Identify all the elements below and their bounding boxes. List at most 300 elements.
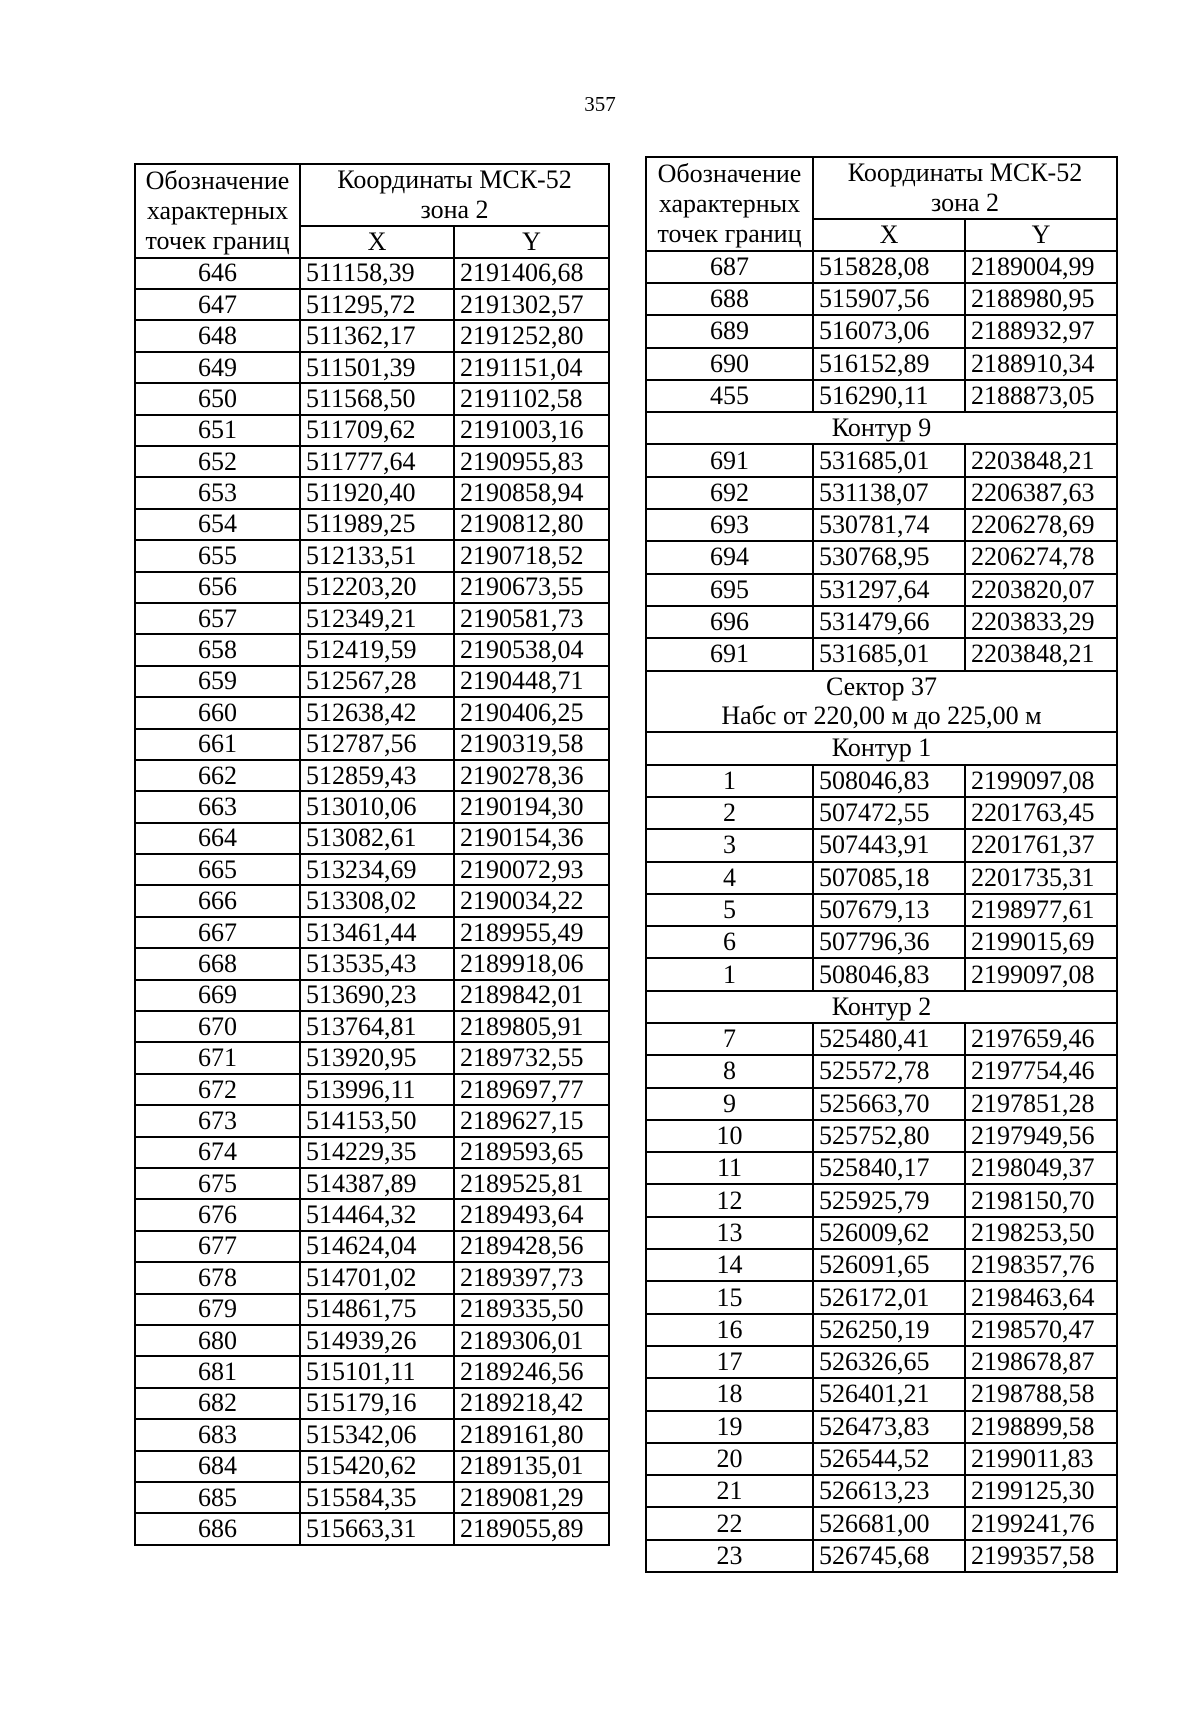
x-coordinate-cell: 515828,08 bbox=[813, 251, 965, 283]
x-coordinate-cell: 515342,06 bbox=[300, 1419, 454, 1450]
table-row bbox=[135, 258, 609, 289]
table-row bbox=[646, 606, 1117, 638]
point-number-cell: 690 bbox=[646, 348, 813, 380]
table-row bbox=[646, 1120, 1117, 1152]
x-coordinate-cell: 531297,64 bbox=[813, 574, 965, 606]
point-number-cell: 694 bbox=[646, 541, 813, 573]
table-row bbox=[646, 958, 1117, 990]
x-coordinate-cell: 512133,51 bbox=[300, 540, 454, 571]
table-row bbox=[646, 1346, 1117, 1378]
table-row bbox=[646, 1475, 1117, 1507]
table-row bbox=[135, 1513, 609, 1544]
y-coordinate-cell: 2190538,04 bbox=[454, 634, 609, 665]
y-coordinate-cell: 2199015,69 bbox=[965, 926, 1117, 958]
y-coordinate-cell: 2198049,37 bbox=[965, 1152, 1117, 1184]
x-coordinate-cell: 513010,06 bbox=[300, 791, 454, 822]
y-coordinate-cell: 2198977,61 bbox=[965, 894, 1117, 926]
table-row bbox=[135, 791, 609, 822]
x-coordinate-cell: 511501,39 bbox=[300, 352, 454, 383]
y-coordinate-cell: 2188980,95 bbox=[965, 283, 1117, 315]
y-coordinate-cell: 2191302,57 bbox=[454, 289, 609, 320]
point-number-cell: 16 bbox=[646, 1314, 813, 1346]
table-row bbox=[135, 1419, 609, 1450]
table-row bbox=[135, 1356, 609, 1387]
x-coordinate-cell: 526473,83 bbox=[813, 1411, 965, 1443]
x-coordinate-cell: 513920,95 bbox=[300, 1042, 454, 1073]
x-coordinate-cell: 525752,80 bbox=[813, 1120, 965, 1152]
y-coordinate-cell: 2206278,69 bbox=[965, 509, 1117, 541]
x-coordinate-cell: 526091,65 bbox=[813, 1249, 965, 1281]
table-row bbox=[646, 1443, 1117, 1475]
point-number-cell: 686 bbox=[135, 1513, 300, 1544]
section-row bbox=[646, 671, 1117, 733]
table-row bbox=[135, 1451, 609, 1482]
point-label-header: Обозначение характерных точек границ bbox=[135, 164, 300, 258]
y-coordinate-cell: 2190406,25 bbox=[454, 697, 609, 728]
y-coordinate-cell: 2189135,01 bbox=[454, 1451, 609, 1482]
y-coordinate-cell: 2189161,80 bbox=[454, 1419, 609, 1450]
point-number-cell: 670 bbox=[135, 1011, 300, 1042]
table-row bbox=[646, 1540, 1117, 1572]
point-number-cell: 2 bbox=[646, 797, 813, 829]
x-coordinate-cell: 512419,59 bbox=[300, 634, 454, 665]
x-coordinate-cell: 513461,44 bbox=[300, 917, 454, 948]
table-row bbox=[135, 1074, 609, 1105]
point-number-cell: 672 bbox=[135, 1074, 300, 1105]
x-coordinate-cell: 514624,04 bbox=[300, 1231, 454, 1262]
y-coordinate-cell: 2191406,68 bbox=[454, 258, 609, 289]
y-coordinate-cell: 2190448,71 bbox=[454, 666, 609, 697]
y-coordinate-cell: 2197659,46 bbox=[965, 1023, 1117, 1055]
y-coordinate-cell: 2199097,08 bbox=[965, 958, 1117, 990]
x-coordinate-cell: 526009,62 bbox=[813, 1217, 965, 1249]
y-coordinate-cell: 2189246,56 bbox=[454, 1356, 609, 1387]
table-row bbox=[646, 926, 1117, 958]
y-coordinate-cell: 2203848,21 bbox=[965, 444, 1117, 476]
point-number-cell: 1 bbox=[646, 765, 813, 797]
x-coordinate-cell: 513308,02 bbox=[300, 885, 454, 916]
y-coordinate-cell: 2189004,99 bbox=[965, 251, 1117, 283]
y-coordinate-cell: 2189955,49 bbox=[454, 917, 609, 948]
table-row bbox=[135, 540, 609, 571]
point-number-cell: 646 bbox=[135, 258, 300, 289]
y-coordinate-cell: 2191003,16 bbox=[454, 415, 609, 446]
point-number-cell: 685 bbox=[135, 1482, 300, 1513]
x-coordinate-cell: 511295,72 bbox=[300, 289, 454, 320]
point-number-cell: 18 bbox=[646, 1378, 813, 1410]
y-coordinate-cell: 2189697,77 bbox=[454, 1074, 609, 1105]
table-row bbox=[135, 289, 609, 320]
point-number-cell: 676 bbox=[135, 1199, 300, 1230]
table-row bbox=[135, 509, 609, 540]
y-coordinate-cell: 2190194,30 bbox=[454, 791, 609, 822]
table-row bbox=[646, 1314, 1117, 1346]
table-row bbox=[135, 1042, 609, 1073]
y-coordinate-cell: 2190154,36 bbox=[454, 823, 609, 854]
y-coordinate-cell: 2201763,45 bbox=[965, 797, 1117, 829]
x-coordinate-cell: 516073,06 bbox=[813, 315, 965, 347]
table-row bbox=[135, 1388, 609, 1419]
table-row bbox=[646, 541, 1117, 573]
x-coordinate-cell: 512203,20 bbox=[300, 572, 454, 603]
point-number-cell: 675 bbox=[135, 1168, 300, 1199]
x-coordinate-cell: 526613,23 bbox=[813, 1475, 965, 1507]
y-coordinate-cell: 2189055,89 bbox=[454, 1513, 609, 1544]
y-coordinate-cell: 2189335,50 bbox=[454, 1294, 609, 1325]
x-coordinate-cell: 516290,11 bbox=[813, 380, 965, 412]
y-coordinate-cell: 2190319,58 bbox=[454, 729, 609, 760]
table-row bbox=[135, 1137, 609, 1168]
point-number-cell: 6 bbox=[646, 926, 813, 958]
section-title: Сектор 37 Набс от 220,00 м до 225,00 м bbox=[646, 671, 1117, 733]
table-row bbox=[135, 603, 609, 634]
x-coordinate-cell: 513996,11 bbox=[300, 1074, 454, 1105]
x-coordinate-cell: 514939,26 bbox=[300, 1325, 454, 1356]
point-number-cell: 663 bbox=[135, 791, 300, 822]
table-row bbox=[135, 1294, 609, 1325]
y-coordinate-cell: 2190581,73 bbox=[454, 603, 609, 634]
x-coordinate-cell: 526681,00 bbox=[813, 1507, 965, 1539]
point-number-cell: 651 bbox=[135, 415, 300, 446]
x-coordinate-cell: 530768,95 bbox=[813, 541, 965, 573]
y-coordinate-cell: 2198463,64 bbox=[965, 1281, 1117, 1313]
point-number-cell: 8 bbox=[646, 1055, 813, 1087]
x-coordinate-cell: 526401,21 bbox=[813, 1378, 965, 1410]
point-number-cell: 691 bbox=[646, 444, 813, 476]
x-coordinate-cell: 531138,07 bbox=[813, 477, 965, 509]
x-coordinate-cell: 512859,43 bbox=[300, 760, 454, 791]
table-row bbox=[135, 854, 609, 885]
section-row bbox=[646, 991, 1117, 1023]
table-row bbox=[646, 509, 1117, 541]
point-number-cell: 679 bbox=[135, 1294, 300, 1325]
y-coordinate-cell: 2197851,28 bbox=[965, 1088, 1117, 1120]
table-row bbox=[646, 1281, 1117, 1313]
point-number-cell: 17 bbox=[646, 1346, 813, 1378]
x-coordinate-cell: 515907,56 bbox=[813, 283, 965, 315]
y-coordinate-cell: 2189525,81 bbox=[454, 1168, 609, 1199]
x-coordinate-cell: 526250,19 bbox=[813, 1314, 965, 1346]
y-coordinate-cell: 2189493,64 bbox=[454, 1199, 609, 1230]
x-coordinate-cell: 514464,32 bbox=[300, 1199, 454, 1230]
section-row bbox=[646, 412, 1117, 444]
table-row bbox=[646, 894, 1117, 926]
x-coordinate-cell: 525840,17 bbox=[813, 1152, 965, 1184]
x-coordinate-cell: 531479,66 bbox=[813, 606, 965, 638]
table-row bbox=[646, 348, 1117, 380]
table-row bbox=[646, 574, 1117, 606]
point-number-cell: 20 bbox=[646, 1443, 813, 1475]
table-row bbox=[646, 862, 1117, 894]
point-number-cell: 665 bbox=[135, 854, 300, 885]
point-number-cell: 662 bbox=[135, 760, 300, 791]
x-coordinate-cell: 516152,89 bbox=[813, 348, 965, 380]
y-coordinate-cell: 2189306,01 bbox=[454, 1325, 609, 1356]
x-coordinate-cell: 507472,55 bbox=[813, 797, 965, 829]
point-number-cell: 671 bbox=[135, 1042, 300, 1073]
x-coordinate-cell: 526172,01 bbox=[813, 1281, 965, 1313]
point-number-cell: 695 bbox=[646, 574, 813, 606]
coordinates-header: Координаты МСК-52 зона 2 bbox=[300, 164, 609, 226]
x-coordinate-cell: 514229,35 bbox=[300, 1137, 454, 1168]
point-number-cell: 13 bbox=[646, 1217, 813, 1249]
table-row bbox=[646, 765, 1117, 797]
y-coordinate-cell: 2199011,83 bbox=[965, 1443, 1117, 1475]
table-row bbox=[135, 415, 609, 446]
x-coordinate-cell: 512349,21 bbox=[300, 603, 454, 634]
table-row bbox=[646, 797, 1117, 829]
point-number-cell: 652 bbox=[135, 446, 300, 477]
table-row bbox=[135, 823, 609, 854]
y-coordinate-cell: 2198150,70 bbox=[965, 1184, 1117, 1216]
page-number: 357 bbox=[584, 92, 616, 116]
x-coordinate-cell: 526544,52 bbox=[813, 1443, 965, 1475]
y-coordinate-cell: 2188873,05 bbox=[965, 380, 1117, 412]
point-number-cell: 653 bbox=[135, 477, 300, 508]
y-coordinate-cell: 2203848,21 bbox=[965, 638, 1117, 670]
table-row bbox=[135, 697, 609, 728]
x-coordinate-cell: 511158,39 bbox=[300, 258, 454, 289]
x-coordinate-cell: 514861,75 bbox=[300, 1294, 454, 1325]
y-coordinate-cell: 2190812,80 bbox=[454, 509, 609, 540]
y-coordinate-cell: 2189218,42 bbox=[454, 1388, 609, 1419]
section-row bbox=[646, 732, 1117, 764]
x-coordinate-cell: 511362,17 bbox=[300, 320, 454, 351]
y-header: Y bbox=[454, 226, 609, 258]
point-number-cell: 23 bbox=[646, 1540, 813, 1572]
point-number-cell: 12 bbox=[646, 1184, 813, 1216]
y-header: Y bbox=[965, 219, 1117, 251]
point-number-cell: 650 bbox=[135, 383, 300, 414]
point-number-cell: 693 bbox=[646, 509, 813, 541]
y-coordinate-cell: 2190072,93 bbox=[454, 854, 609, 885]
y-coordinate-cell: 2197754,46 bbox=[965, 1055, 1117, 1087]
x-coordinate-cell: 511568,50 bbox=[300, 383, 454, 414]
point-number-cell: 19 bbox=[646, 1411, 813, 1443]
y-coordinate-cell: 2189081,29 bbox=[454, 1482, 609, 1513]
x-coordinate-cell: 531685,01 bbox=[813, 444, 965, 476]
table-row bbox=[646, 444, 1117, 476]
y-coordinate-cell: 2188932,97 bbox=[965, 315, 1117, 347]
point-number-cell: 681 bbox=[135, 1356, 300, 1387]
point-number-cell: 7 bbox=[646, 1023, 813, 1055]
y-coordinate-cell: 2189918,06 bbox=[454, 948, 609, 979]
y-coordinate-cell: 2189397,73 bbox=[454, 1262, 609, 1293]
x-coordinate-cell: 512787,56 bbox=[300, 729, 454, 760]
table-row bbox=[646, 251, 1117, 283]
x-coordinate-cell: 511989,25 bbox=[300, 509, 454, 540]
point-number-cell: 5 bbox=[646, 894, 813, 926]
y-coordinate-cell: 2189842,01 bbox=[454, 980, 609, 1011]
y-coordinate-cell: 2190034,22 bbox=[454, 885, 609, 916]
y-coordinate-cell: 2191151,04 bbox=[454, 352, 609, 383]
table-row bbox=[135, 1482, 609, 1513]
point-number-cell: 11 bbox=[646, 1152, 813, 1184]
table-row bbox=[646, 1378, 1117, 1410]
y-coordinate-cell: 2190955,83 bbox=[454, 446, 609, 477]
table-row bbox=[135, 634, 609, 665]
x-coordinate-cell: 507679,13 bbox=[813, 894, 965, 926]
point-number-cell: 664 bbox=[135, 823, 300, 854]
point-number-cell: 647 bbox=[135, 289, 300, 320]
point-number-cell: 657 bbox=[135, 603, 300, 634]
table-row bbox=[135, 320, 609, 351]
table-row bbox=[646, 1184, 1117, 1216]
y-coordinate-cell: 2199125,30 bbox=[965, 1475, 1117, 1507]
table-row bbox=[135, 383, 609, 414]
section-title: Контур 2 bbox=[646, 991, 1117, 1023]
table-row bbox=[646, 380, 1117, 412]
point-number-cell: 658 bbox=[135, 634, 300, 665]
table-row bbox=[135, 1199, 609, 1230]
point-number-cell: 660 bbox=[135, 697, 300, 728]
x-coordinate-cell: 515420,62 bbox=[300, 1451, 454, 1482]
table-row bbox=[135, 446, 609, 477]
table-row bbox=[646, 829, 1117, 861]
point-number-cell: 22 bbox=[646, 1507, 813, 1539]
table-row bbox=[135, 1231, 609, 1262]
y-coordinate-cell: 2190858,94 bbox=[454, 477, 609, 508]
table-row bbox=[646, 283, 1117, 315]
y-coordinate-cell: 2190718,52 bbox=[454, 540, 609, 571]
table-row bbox=[135, 729, 609, 760]
point-number-cell: 696 bbox=[646, 606, 813, 638]
table-row bbox=[646, 1152, 1117, 1184]
y-coordinate-cell: 2189805,91 bbox=[454, 1011, 609, 1042]
table-row bbox=[646, 1249, 1117, 1281]
x-coordinate-cell: 531685,01 bbox=[813, 638, 965, 670]
y-coordinate-cell: 2201735,31 bbox=[965, 862, 1117, 894]
point-number-cell: 688 bbox=[646, 283, 813, 315]
x-coordinate-cell: 526745,68 bbox=[813, 1540, 965, 1572]
point-number-cell: 666 bbox=[135, 885, 300, 916]
point-number-cell: 673 bbox=[135, 1105, 300, 1136]
x-header: X bbox=[300, 226, 454, 258]
point-label-header: Обозначение характерных точек границ bbox=[646, 157, 813, 251]
point-number-cell: 680 bbox=[135, 1325, 300, 1356]
point-number-cell: 656 bbox=[135, 572, 300, 603]
table-row bbox=[135, 917, 609, 948]
point-number-cell: 648 bbox=[135, 320, 300, 351]
point-number-cell: 689 bbox=[646, 315, 813, 347]
point-number-cell: 659 bbox=[135, 666, 300, 697]
x-coordinate-cell: 508046,83 bbox=[813, 765, 965, 797]
section-title: Контур 9 bbox=[646, 412, 1117, 444]
y-coordinate-cell: 2206274,78 bbox=[965, 541, 1117, 573]
table-row bbox=[135, 980, 609, 1011]
y-coordinate-cell: 2201761,37 bbox=[965, 829, 1117, 861]
table-row bbox=[135, 477, 609, 508]
point-number-cell: 669 bbox=[135, 980, 300, 1011]
table-row bbox=[135, 948, 609, 979]
x-coordinate-cell: 515179,16 bbox=[300, 1388, 454, 1419]
left-coordinates-table bbox=[134, 163, 610, 1546]
table-row bbox=[135, 1262, 609, 1293]
table-row bbox=[135, 352, 609, 383]
point-number-cell: 691 bbox=[646, 638, 813, 670]
y-coordinate-cell: 2189627,15 bbox=[454, 1105, 609, 1136]
point-number-cell: 692 bbox=[646, 477, 813, 509]
x-coordinate-cell: 525572,78 bbox=[813, 1055, 965, 1087]
y-coordinate-cell: 2189593,65 bbox=[454, 1137, 609, 1168]
point-number-cell: 678 bbox=[135, 1262, 300, 1293]
table-row bbox=[646, 315, 1117, 347]
table-row bbox=[646, 1023, 1117, 1055]
point-number-cell: 1 bbox=[646, 958, 813, 990]
x-coordinate-cell: 512638,42 bbox=[300, 697, 454, 728]
point-number-cell: 15 bbox=[646, 1281, 813, 1313]
y-coordinate-cell: 2190278,36 bbox=[454, 760, 609, 791]
table-row bbox=[135, 1325, 609, 1356]
point-number-cell: 667 bbox=[135, 917, 300, 948]
y-coordinate-cell: 2197949,56 bbox=[965, 1120, 1117, 1152]
table-row bbox=[646, 477, 1117, 509]
x-header: X bbox=[813, 219, 965, 251]
x-coordinate-cell: 513535,43 bbox=[300, 948, 454, 979]
y-coordinate-cell: 2191102,58 bbox=[454, 383, 609, 414]
x-coordinate-cell: 514153,50 bbox=[300, 1105, 454, 1136]
point-number-cell: 668 bbox=[135, 948, 300, 979]
point-number-cell: 9 bbox=[646, 1088, 813, 1120]
table-row bbox=[646, 1507, 1117, 1539]
x-coordinate-cell: 514701,02 bbox=[300, 1262, 454, 1293]
x-coordinate-cell: 511777,64 bbox=[300, 446, 454, 477]
table-row bbox=[646, 638, 1117, 670]
point-number-cell: 661 bbox=[135, 729, 300, 760]
point-number-cell: 674 bbox=[135, 1137, 300, 1168]
y-coordinate-cell: 2191252,80 bbox=[454, 320, 609, 351]
x-coordinate-cell: 513764,81 bbox=[300, 1011, 454, 1042]
point-number-cell: 649 bbox=[135, 352, 300, 383]
x-coordinate-cell: 525663,70 bbox=[813, 1088, 965, 1120]
point-number-cell: 455 bbox=[646, 380, 813, 412]
x-coordinate-cell: 515663,31 bbox=[300, 1513, 454, 1544]
table-row bbox=[646, 1055, 1117, 1087]
point-number-cell: 687 bbox=[646, 251, 813, 283]
x-coordinate-cell: 525480,41 bbox=[813, 1023, 965, 1055]
coordinates-header: Координаты МСК-52 зона 2 bbox=[813, 157, 1117, 219]
x-coordinate-cell: 526326,65 bbox=[813, 1346, 965, 1378]
point-number-cell: 21 bbox=[646, 1475, 813, 1507]
y-coordinate-cell: 2189732,55 bbox=[454, 1042, 609, 1073]
x-coordinate-cell: 511709,62 bbox=[300, 415, 454, 446]
table-row bbox=[135, 885, 609, 916]
x-coordinate-cell: 507796,36 bbox=[813, 926, 965, 958]
y-coordinate-cell: 2190673,55 bbox=[454, 572, 609, 603]
x-coordinate-cell: 513082,61 bbox=[300, 823, 454, 854]
y-coordinate-cell: 2198788,58 bbox=[965, 1378, 1117, 1410]
x-coordinate-cell: 515101,11 bbox=[300, 1356, 454, 1387]
x-coordinate-cell: 513234,69 bbox=[300, 854, 454, 885]
y-coordinate-cell: 2198357,76 bbox=[965, 1249, 1117, 1281]
point-number-cell: 684 bbox=[135, 1451, 300, 1482]
point-number-cell: 3 bbox=[646, 829, 813, 861]
y-coordinate-cell: 2203833,29 bbox=[965, 606, 1117, 638]
y-coordinate-cell: 2203820,07 bbox=[965, 574, 1117, 606]
point-number-cell: 677 bbox=[135, 1231, 300, 1262]
table-row bbox=[646, 1217, 1117, 1249]
point-number-cell: 654 bbox=[135, 509, 300, 540]
y-coordinate-cell: 2198253,50 bbox=[965, 1217, 1117, 1249]
table-row bbox=[135, 572, 609, 603]
section-title: Контур 1 bbox=[646, 732, 1117, 764]
y-coordinate-cell: 2189428,56 bbox=[454, 1231, 609, 1262]
point-number-cell: 14 bbox=[646, 1249, 813, 1281]
x-coordinate-cell: 530781,74 bbox=[813, 509, 965, 541]
x-coordinate-cell: 513690,23 bbox=[300, 980, 454, 1011]
x-coordinate-cell: 512567,28 bbox=[300, 666, 454, 697]
right-coordinates-table bbox=[645, 156, 1118, 1573]
